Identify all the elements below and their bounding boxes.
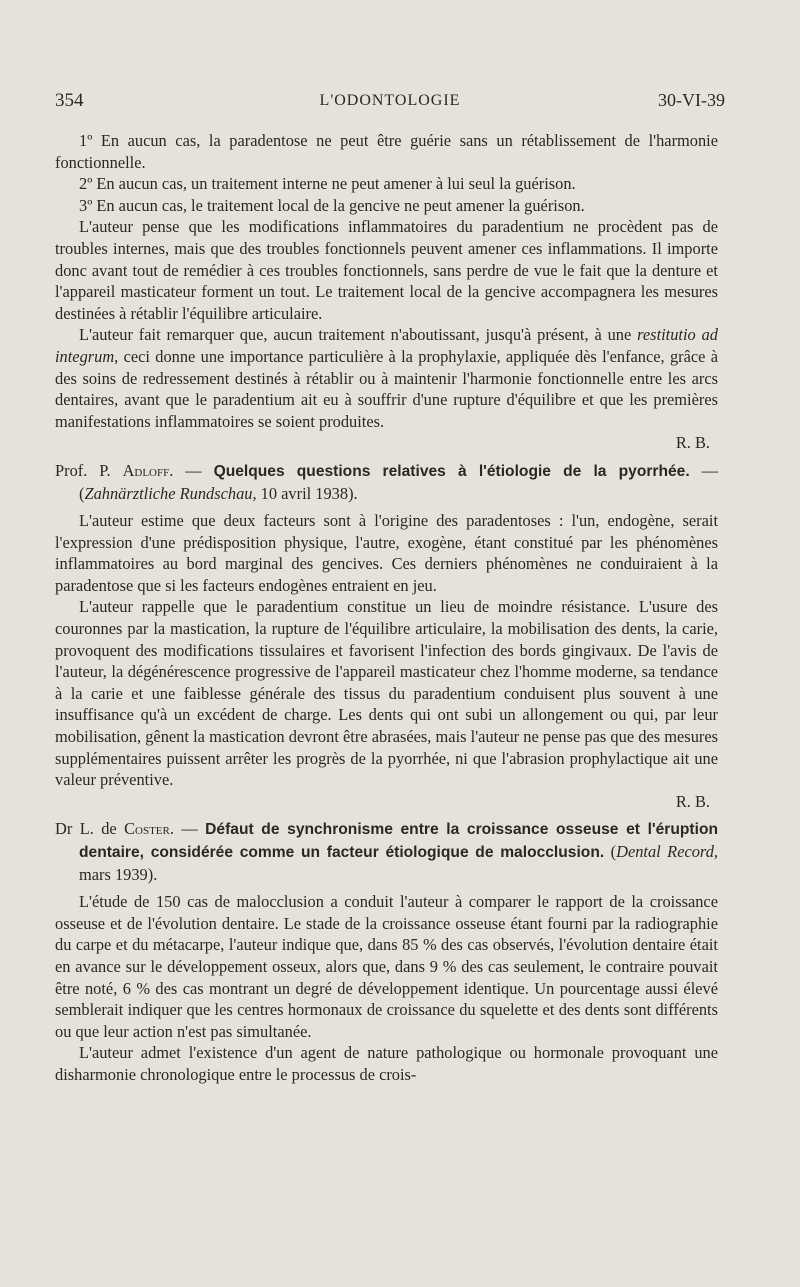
author-prefix: Dr L. de [55, 819, 125, 839]
article-title: Défaut de synchronisme entre la croissance osseuse et l'éruption dentaire, considérée comme un facteur étiologique de malocclusion. [79, 821, 718, 861]
separator: — ( [79, 460, 718, 503]
author-prefix: Prof. P. [55, 460, 123, 480]
paragraph: L'auteur estime que deux facteurs sont à l'origine des paradentoses : l'un, endogène, serait l'expression d'une prédisposition physique, l'autre, exogène, étant constitué par les phénomènes inflammatoires au bord marginal des gencives. Ces derniers phénomènes ne conduiraient à la paradentose que si les facteurs endogènes entraient en jeu. [55, 511, 718, 595]
page-number: 354 [55, 90, 84, 111]
separator: — [173, 819, 206, 839]
text-run: ceci donne une importance particulière à la prophylaxie, appliquée dès l'enfance, grâce à des soins de redressement destinés à rétablir ou à maintenir l'harmonie fonctionnelle entre les arcs dentaires, avant que le paradentium ait eu à souffrir d'une rupture d'équilibre et que les premières manifestations inflammatoires se soient produites. [55, 346, 718, 431]
paragraph: 1º En aucun cas, la paradentose ne peut être guérie sans un rétablissement de l'harmonie fonctionnelle. [55, 131, 718, 172]
source-date: mars 1939). [79, 864, 158, 884]
paragraph: 2º En aucun cas, un traitement interne ne peut amener à lui seul la guérison. [79, 174, 576, 194]
paragraph: 3º En aucun cas, le traitement local de la gencive ne peut amener la guérison. [79, 195, 585, 215]
author-name: Coster. [124, 819, 174, 839]
text-run: L'auteur fait remarquer que, aucun traitement n'aboutissant, jusqu'à présent, à une [79, 325, 638, 345]
separator: — [173, 460, 214, 480]
running-header [55, 90, 725, 114]
author-name: Adloff. [122, 460, 174, 480]
journal-name: Zahnärztliche Rundschau, [84, 483, 257, 503]
bibliographic-entry [55, 460, 718, 504]
signature: R. B. [675, 791, 710, 811]
paragraph [55, 324, 718, 432]
source-date: 10 avril 1938). [256, 483, 358, 503]
paragraph: L'auteur admet l'existence d'un agent de nature pathologique ou hormonale provoquant une disharmonie chronologique entre le processus de crois- [55, 1043, 718, 1084]
separator: ( [604, 842, 617, 861]
paragraph: L'auteur pense que les modifications inflammatoires du paradentium ne procèdent pas de troubles internes, mais que des troubles fonctionnels peuvent amener ces inflammations. Il importe donc avant tout de remédier à ces troubles fonctionnels, sans perdre de vue le fait que la denture et l'appareil masticateur forment un tout. Le traitement local de la gencive accompagnera les mesures destinées à rétablir l'équilibre articulaire. [55, 217, 718, 323]
page-body [55, 130, 718, 1086]
journal-name: Dental Record, [616, 842, 718, 861]
signature: R. B. [675, 433, 710, 453]
issue-date: 30-VI-39 [658, 90, 725, 110]
journal-title: L'ODONTOLOGIE [319, 92, 461, 109]
article-title: Quelques questions relatives à l'étiologie de la pyorrhée. [213, 462, 690, 480]
paragraph: L'étude de 150 cas de malocclusion a conduit l'auteur à comparer le rapport de la croissance osseuse et de l'évolution dentaire. Le stade de la croissance osseuse étant fourni par la radiographie du carpe et du métacarpe, l'auteur indique que, dans 85 % des cas observés, l'évolution dentaire était en avance sur le développement osseux, alors que, dans 9 % des cas seulement, le contraire pouvait être noté, 6 % des cas montrant un degré de développement identique. Un pourcentage aussi élevé semblerait indiquer que les centres hormonaux de croissance du squelette et des dents sont différents ou que leur action n'est pas simultanée. [55, 892, 718, 1041]
paragraph: L'auteur rappelle que le paradentium constitue un lieu de moindre résistance. L'usure des couronnes par la mastication, la rupture de l'équilibre articulaire, la mobilisation des dents, la carie, provoquent des modifications tissulaires et favorisent l'infection des bords gingivaux. De l'avis de l'auteur, la dégénérescence progressive de l'appareil masticateur chez l'homme moderne, sa tendance à la carie et une faiblesse générale des tissus du paradentium conduisent plus souvent à une insuffisance qu'à un excédent de charge. Les dents qui ont subi un allongement ou qui, par leur mobilisation, gênent la mastication devront être abrasées, mais l'auteur ne pense pas que des mesures supplémentaires puissent arrêter les progrès de la pyorrhée, ni que l'abrasion prophylactique ait une valeur préventive. [55, 597, 718, 790]
latin-phrase: restitutio ad integrum, [55, 325, 718, 366]
bibliographic-entry [55, 818, 718, 885]
